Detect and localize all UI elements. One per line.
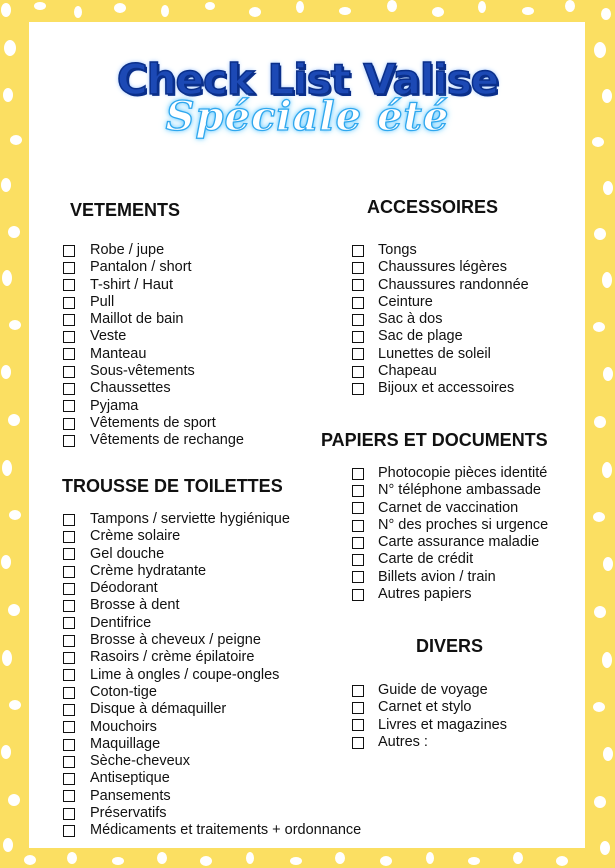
checkbox[interactable]: [352, 685, 364, 697]
checkbox[interactable]: [352, 719, 364, 731]
checklist-item: [352, 699, 507, 716]
checkbox[interactable]: [352, 245, 364, 257]
checklist-item: [63, 597, 361, 614]
checklist-item-label: Médicaments et traitements + ordonnance: [90, 822, 362, 839]
checkbox[interactable]: [63, 531, 75, 543]
checklist-item: [352, 734, 507, 751]
checklist-item-label: Livres et magazines: [378, 716, 507, 733]
checkbox[interactable]: [63, 635, 75, 647]
checklist-item-label: Photocopie pièces identité: [378, 465, 548, 481]
checklist-item: [352, 328, 529, 345]
checklist-item-label: Sac à dos: [378, 311, 443, 328]
checklist-item-label: Vêtements de rechange: [90, 432, 244, 449]
checklist-item-label: Antiseptique: [90, 770, 170, 787]
checkbox[interactable]: [63, 400, 75, 412]
checklist-item-label: Dentifrice: [90, 614, 152, 631]
checkbox[interactable]: [352, 314, 364, 326]
checklist-item-label: Ceinture: [378, 293, 433, 310]
checklist-item: [63, 753, 361, 770]
section-heading-trousse: TROUSSE DE TOILETTES: [62, 476, 283, 496]
checklist-item: [63, 242, 244, 259]
checklist-item-label: Autres :: [378, 733, 428, 750]
checklist-item-label: Préservatifs: [90, 805, 167, 822]
checklist-item-label: Billets avion / train: [378, 568, 496, 585]
checklist-item-label: N° des proches si urgence: [378, 516, 549, 533]
checklist-item: [63, 398, 244, 415]
checklist-item-label: Déodorant: [90, 580, 158, 597]
checklist-item-label: Autres papiers: [378, 586, 472, 603]
checklist-item-label: Bijoux et accessoires: [378, 380, 515, 397]
section-heading-papiers: PAPIERS ET DOCUMENTS: [321, 430, 548, 450]
checklist-item-label: Brosse à cheveux / peigne: [90, 632, 261, 649]
checklist-item-label: Sèche-cheveux: [90, 753, 190, 770]
checklist-item: [63, 632, 361, 649]
checkbox[interactable]: [352, 537, 364, 549]
checkbox[interactable]: [352, 348, 364, 360]
checklist-item-label: Tongs: [378, 242, 417, 258]
checkbox[interactable]: [63, 687, 75, 699]
checkbox[interactable]: [63, 583, 75, 595]
checklist-item: [63, 328, 244, 345]
checkbox[interactable]: [352, 702, 364, 714]
page-subtitle: Spéciale été: [165, 93, 450, 140]
checkbox[interactable]: [63, 566, 75, 578]
section-heading-vetements: VETEMENTS: [70, 200, 181, 220]
checklist-item: [352, 500, 548, 517]
checklist-item-label: Pull: [90, 293, 115, 310]
checklist-item: [352, 717, 507, 734]
checklist-item-label: Crème solaire: [90, 528, 181, 545]
checkbox[interactable]: [63, 348, 75, 360]
checklist-item: [63, 363, 244, 380]
checklist-item-label: Tampons / serviette hygiénique: [90, 511, 290, 527]
checklist-item: [63, 822, 361, 839]
checklist-trousse: [63, 511, 361, 840]
checkbox[interactable]: [352, 520, 364, 532]
checklist-item-label: Pantalon / short: [90, 259, 192, 276]
checklist-item: [63, 511, 361, 528]
checklist-item: [352, 277, 529, 294]
checklist-item-label: Maillot de bain: [90, 311, 184, 328]
checkbox[interactable]: [63, 383, 75, 395]
checkbox[interactable]: [63, 279, 75, 291]
checkbox[interactable]: [352, 571, 364, 583]
checklist-item: [352, 380, 529, 397]
checklist-item: [63, 311, 244, 328]
checklist-item: [352, 586, 548, 603]
checklist-item: [352, 569, 548, 586]
checklist-divers: [352, 682, 507, 751]
checklist-vetements: [63, 242, 244, 450]
checklist-item: [63, 346, 244, 363]
checkbox[interactable]: [352, 383, 364, 395]
checklist-item-label: Carte assurance maladie: [378, 534, 540, 551]
checklist-item-label: Veste: [90, 328, 127, 345]
checklist-item-label: Brosse à dent: [90, 597, 180, 614]
checkbox[interactable]: [63, 790, 75, 802]
checklist-item: [352, 242, 529, 259]
checkbox[interactable]: [63, 825, 75, 837]
checklist-item-label: Manteau: [90, 345, 147, 362]
checkbox[interactable]: [63, 366, 75, 378]
checklist-item: [352, 482, 548, 499]
checkbox[interactable]: [352, 554, 364, 566]
checkbox[interactable]: [63, 600, 75, 612]
checklist-item: [352, 551, 548, 568]
checklist-item: [352, 534, 548, 551]
checklist-item: [352, 294, 529, 311]
checklist-item: [63, 294, 244, 311]
checkbox[interactable]: [63, 652, 75, 664]
checklist-item: [63, 432, 244, 449]
checklist-item: [352, 259, 529, 276]
checklist-item: [63, 380, 244, 397]
checklist-item: [352, 465, 548, 482]
checklist-item-label: Chaussures légères: [378, 259, 507, 276]
checkbox[interactable]: [63, 721, 75, 733]
checklist-item-label: Carte de crédit: [378, 551, 474, 568]
checklist-papiers: [352, 465, 548, 603]
checklist-item-label: Chaussettes: [90, 380, 171, 397]
checklist-item: [352, 517, 548, 534]
checklist-item-label: Sac de plage: [378, 328, 463, 345]
checkbox[interactable]: [63, 773, 75, 785]
checklist-item-label: Pyjama: [90, 397, 139, 414]
checkbox[interactable]: [63, 297, 75, 309]
checklist-item: [63, 580, 361, 597]
checklist-item: [63, 277, 244, 294]
checklist-item-label: Chaussures randonnée: [378, 276, 529, 293]
checklist-item: [352, 346, 529, 363]
checklist-item: [63, 788, 361, 805]
checkbox[interactable]: [63, 514, 75, 526]
checkbox[interactable]: [63, 262, 75, 274]
checklist-item: [63, 649, 361, 666]
checklist-item-label: Carnet et stylo: [378, 699, 472, 716]
checklist-item-label: Pansements: [90, 787, 171, 804]
checklist-item: [63, 415, 244, 432]
checklist-item: [63, 736, 361, 753]
checkbox[interactable]: [63, 756, 75, 768]
checklist-item-label: Sous-vêtements: [90, 363, 195, 380]
checklist-item-label: Carnet de vaccination: [378, 499, 519, 516]
checkbox[interactable]: [63, 418, 75, 430]
checkbox[interactable]: [352, 468, 364, 480]
checklist-item: [63, 770, 361, 787]
checklist-item-label: Gel douche: [90, 545, 165, 562]
checkbox[interactable]: [63, 739, 75, 751]
checkbox[interactable]: [352, 589, 364, 601]
checkbox[interactable]: [63, 435, 75, 447]
checklist-item-label: Robe / jupe: [90, 242, 165, 258]
checklist-item: [63, 701, 361, 718]
checkbox[interactable]: [63, 314, 75, 326]
checklist-item-label: T-shirt / Haut: [90, 276, 173, 293]
checklist-item-label: Coton-tige: [90, 683, 157, 700]
checkbox[interactable]: [352, 485, 364, 497]
checklist-item-label: Crème hydratante: [90, 562, 207, 579]
checklist-item: [352, 311, 529, 328]
checkbox[interactable]: [63, 808, 75, 820]
checkbox[interactable]: [352, 262, 364, 274]
section-heading-divers: DIVERS: [416, 636, 484, 656]
checklist-item: [63, 684, 361, 701]
checkbox[interactable]: [352, 297, 364, 309]
checklist-item: [63, 719, 361, 736]
checklist-item-label: Chapeau: [378, 363, 437, 380]
checkbox[interactable]: [352, 737, 364, 749]
checkbox[interactable]: [63, 617, 75, 629]
checklist-item: [63, 259, 244, 276]
checklist-item: [352, 682, 507, 699]
checkbox[interactable]: [63, 245, 75, 257]
checklist-item: [63, 546, 361, 563]
checklist-item: [352, 363, 529, 380]
page-title: Check List Valise: [116, 55, 499, 104]
checklist-item-label: Guide de voyage: [378, 682, 488, 698]
checklist-item-label: Lunettes de soleil: [378, 345, 491, 362]
checklist-item-label: Mouchoirs: [90, 718, 157, 735]
checklist-item-label: Disque à démaquiller: [90, 701, 227, 718]
checklist-item: [63, 563, 361, 580]
checklist-item-label: Lime à ongles / coupe-ongles: [90, 666, 280, 683]
checklist-item: [63, 805, 361, 822]
section-heading-accessoires: ACCESSOIRES: [367, 197, 499, 217]
checklist-item: [63, 528, 361, 545]
checkbox[interactable]: [352, 331, 364, 343]
checklist-item: [63, 667, 361, 684]
checkbox[interactable]: [352, 366, 364, 378]
checklist-item-label: Rasoirs / crème épilatoire: [90, 649, 255, 666]
checkbox[interactable]: [63, 331, 75, 343]
checkbox[interactable]: [352, 502, 364, 514]
checklist-item-label: Maquillage: [90, 735, 161, 752]
checklist-accessoires: [352, 242, 529, 398]
checkbox[interactable]: [63, 669, 75, 681]
checkbox[interactable]: [63, 548, 75, 560]
checkbox[interactable]: [63, 704, 75, 716]
checklist-item-label: N° téléphone ambassade: [378, 482, 541, 499]
checklist-item: [63, 615, 361, 632]
checklist-item-label: Vêtements de sport: [90, 414, 216, 431]
checkbox[interactable]: [352, 279, 364, 291]
